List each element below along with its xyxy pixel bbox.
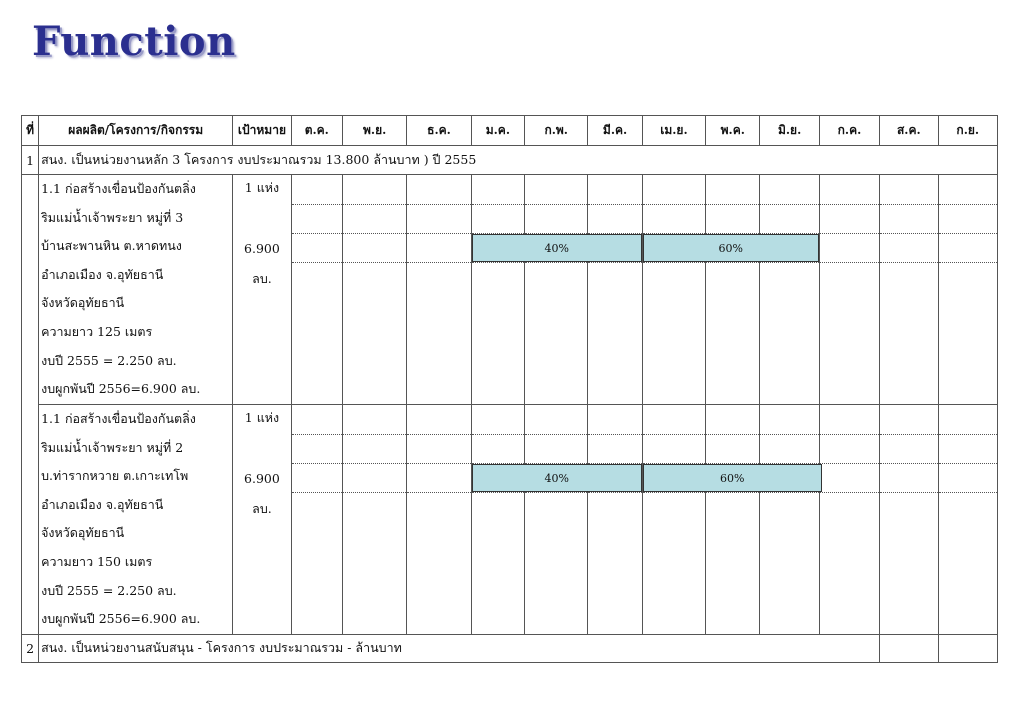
month-cell — [471, 175, 569, 405]
project-description — [39, 175, 233, 405]
project-line: ริมแม่น้ำเจ้าพระยา หมู่ที่ 3 — [41, 209, 184, 225]
progress-bar-40: 40% — [472, 234, 642, 262]
header-month: ต.ค. — [291, 116, 342, 146]
header-row — [22, 116, 998, 146]
target-unit: 1 แห่ง — [244, 410, 280, 425]
project-line: บ.ท่ารากหวาย ต.เกาะเทโพ — [41, 468, 189, 484]
month-cell — [938, 405, 998, 635]
section-title: สนง. เป็นหน่วยงานหลัก 3 โครงการ งบประมาณรวม 13.800 ล้านบาท ) ปี 2555 — [39, 146, 998, 175]
project-line: 1.1 ก่อสร้างเขื่อนป้องกันตลิ่ง — [41, 181, 196, 196]
budget-unit: ลบ. — [252, 271, 272, 286]
budget-value: 6.900 — [244, 241, 280, 256]
project-line: จังหวัดอุทัยธานี — [41, 525, 125, 541]
page-title: Function — [32, 18, 236, 65]
month-cell — [342, 175, 406, 405]
progress-bar-60: 60% — [643, 234, 819, 262]
month-cell — [880, 175, 938, 405]
month-cell — [525, 175, 588, 405]
header-month: ธ.ค. — [407, 116, 471, 146]
empty-cell — [880, 634, 938, 662]
budget-unit: ลบ. — [252, 501, 272, 516]
header-month: ก.ค. — [819, 116, 879, 146]
header-month: เม.ย. — [642, 116, 705, 146]
section-number: 2 — [22, 634, 39, 662]
header-item: ผลผลิต/โครงการ/กิจกรรม — [39, 116, 233, 146]
project-line: งบผูกพันปี 2556=6.900 ลบ. — [41, 381, 201, 397]
header-target: เป้าหมาย — [233, 116, 291, 146]
header-month: ก.ย. — [938, 116, 998, 146]
month-cell — [407, 175, 471, 405]
header-no: ที่ — [22, 116, 39, 146]
month-cell — [760, 405, 819, 635]
project-line: ความยาว 125 เมตร — [41, 323, 153, 339]
project-line: งบปี 2555 = 2.250 ลบ. — [41, 582, 177, 598]
empty-cell — [22, 175, 39, 405]
month-cell — [760, 175, 819, 405]
section-row — [22, 634, 998, 662]
month-cell — [819, 175, 879, 405]
header-month: ส.ค. — [880, 116, 938, 146]
month-cell — [642, 405, 745, 635]
target-cell — [233, 175, 291, 405]
budget-value: 6.900 — [244, 471, 280, 486]
empty-cell — [22, 405, 39, 635]
header-month: มิ.ย. — [760, 116, 819, 146]
month-cell — [471, 405, 569, 635]
header-month: พ.ค. — [706, 116, 760, 146]
month-cell — [588, 405, 642, 635]
target-unit: 1 แห่ง — [244, 180, 280, 195]
progress-bar-60: 60% — [643, 464, 822, 492]
month-cell — [880, 405, 938, 635]
project-description — [39, 405, 233, 635]
project-line: ความยาว 150 เมตร — [41, 553, 153, 569]
month-cell — [588, 175, 642, 405]
progress-bar-40: 40% — [472, 464, 642, 492]
header-month: ม.ค. — [471, 116, 524, 146]
schedule-table — [21, 115, 998, 663]
section-row — [22, 146, 998, 175]
month-cell — [407, 405, 471, 635]
month-cell — [706, 175, 760, 405]
project-line: งบปี 2555 = 2.250 ลบ. — [41, 352, 177, 368]
project-line: อำเภอเมือง จ.อุทัยธานี — [41, 496, 164, 512]
section-title: สนง. เป็นหน่วยงานสนับสนุน - โครงการ งบประมาณรวม - ล้านบาท — [39, 634, 880, 662]
project-line: อำเภอเมือง จ.อุทัยธานี — [41, 266, 164, 282]
month-cell — [938, 175, 998, 405]
section-number: 1 — [22, 146, 39, 175]
header-month: ก.พ. — [525, 116, 588, 146]
header-month: มี.ค. — [588, 116, 642, 146]
month-cell — [819, 405, 879, 635]
project-row — [22, 175, 998, 405]
month-cell — [525, 405, 588, 635]
empty-cell — [938, 634, 998, 662]
month-cell — [342, 405, 406, 635]
project-row — [22, 405, 998, 635]
project-line: 1.1 ก่อสร้างเขื่อนป้องกันตลิ่ง — [41, 411, 196, 426]
project-line: ริมแม่น้ำเจ้าพระยา หมู่ที่ 2 — [41, 439, 184, 455]
month-cell — [642, 175, 743, 405]
project-line: งบผูกพันปี 2556=6.900 ลบ. — [41, 611, 201, 627]
header-month: พ.ย. — [342, 116, 406, 146]
month-cell — [291, 405, 342, 635]
month-cell — [291, 175, 342, 405]
project-line: จังหวัดอุทัยธานี — [41, 295, 125, 311]
month-cell — [706, 405, 760, 635]
target-cell — [233, 405, 291, 635]
project-line: บ้านสะพานหิน ต.หาดทนง — [41, 238, 182, 254]
